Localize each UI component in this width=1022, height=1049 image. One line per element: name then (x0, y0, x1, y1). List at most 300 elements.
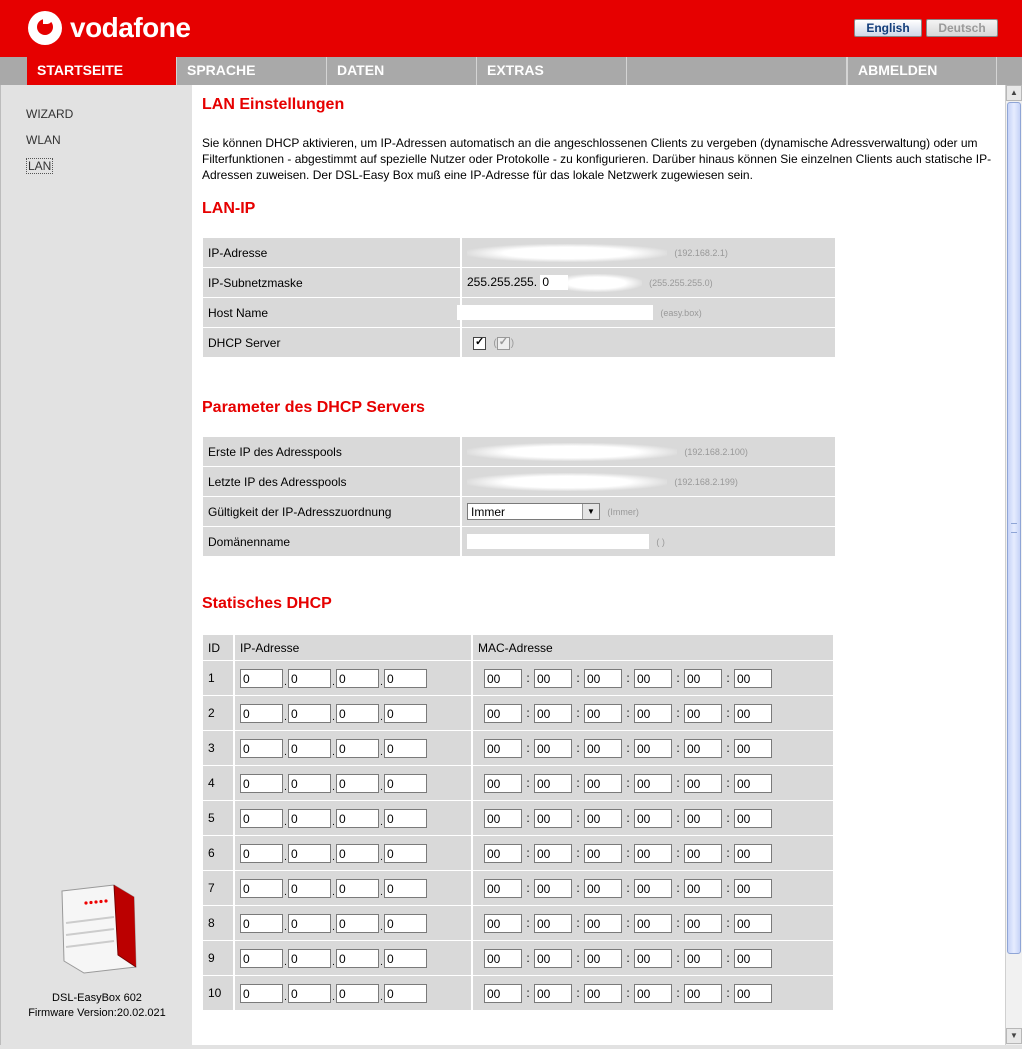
static-mac-byte-input[interactable]: 00 (484, 704, 522, 723)
static-ip-octet-input[interactable]: 0 (240, 774, 283, 793)
static-mac-byte-input[interactable]: 00 (684, 739, 722, 758)
ip-octet-separator: . (380, 676, 383, 688)
brand-name: vodafone (70, 12, 191, 43)
ip-address-input[interactable] (467, 244, 667, 262)
mac-separator: : (626, 776, 630, 790)
static-mac-byte-input[interactable]: 00 (584, 949, 622, 968)
nav-spacer (627, 57, 847, 85)
static-mac-byte-input[interactable]: 00 (634, 914, 672, 933)
ip-octet-separator: . (380, 746, 383, 758)
static-mac-byte-input[interactable]: 00 (484, 809, 522, 828)
static-ip-octet-input[interactable]: 0 (336, 844, 379, 863)
static-mac-byte-input[interactable]: 00 (684, 809, 722, 828)
static-mac-cell (472, 836, 834, 871)
mac-separator: : (726, 846, 730, 860)
static-ip-cell (234, 871, 472, 906)
nav-extras[interactable]: EXTRAS (477, 57, 627, 85)
static-mac-byte-input[interactable]: 00 (534, 809, 572, 828)
ip-octet-separator: . (380, 991, 383, 1003)
static-mac-cell (472, 661, 834, 696)
static-mac-byte-input[interactable]: 00 (534, 914, 572, 933)
mac-separator: : (726, 881, 730, 895)
lease-time-label: Gültigkeit der IP-Adresszuordnung (203, 497, 461, 527)
static-mac-byte-input[interactable]: 00 (584, 844, 622, 863)
mac-separator: : (526, 846, 530, 860)
mac-separator: : (576, 881, 580, 895)
static-mac-byte-input[interactable]: 00 (484, 669, 522, 688)
static-mac-byte-input[interactable]: 00 (734, 809, 772, 828)
main-nav (0, 57, 1022, 85)
static-ip-octet-input[interactable]: 0 (384, 844, 427, 863)
mac-separator: : (576, 776, 580, 790)
form-row (203, 437, 835, 467)
scroll-grip (1011, 523, 1017, 533)
mac-separator: : (676, 671, 680, 685)
static-mac-byte-input[interactable]: 00 (534, 774, 572, 793)
host-name-input[interactable] (457, 305, 653, 320)
static-mac-byte-input[interactable]: 00 (684, 949, 722, 968)
static-mac-byte-input[interactable]: 00 (584, 704, 622, 723)
static-mac-byte-input[interactable]: 00 (584, 809, 622, 828)
domain-name-label: Domänenname (203, 527, 461, 557)
static-mac-byte-input[interactable]: 00 (634, 879, 672, 898)
static-mac-byte-input[interactable]: 00 (634, 984, 672, 1003)
domain-name-hint: ( ) (656, 536, 665, 547)
static-ip-octet-input[interactable]: 0 (384, 739, 427, 758)
mac-separator: : (676, 881, 680, 895)
static-mac-cell (472, 801, 834, 836)
first-ip-cell (461, 437, 835, 467)
mac-separator: : (726, 671, 730, 685)
sidebar (0, 85, 192, 1045)
table-row (203, 941, 834, 976)
static-ip-octet-input[interactable]: 0 (336, 949, 379, 968)
static-mac-byte-input[interactable]: 00 (534, 844, 572, 863)
nav-startseite[interactable]: STARTSEITE (27, 57, 177, 85)
static-ip-octet-input[interactable]: 0 (240, 949, 283, 968)
static-ip-octet-input[interactable]: 0 (240, 879, 283, 898)
row-id: 8 (203, 906, 234, 941)
row-id: 7 (203, 871, 234, 906)
static-mac-byte-input[interactable]: 00 (584, 984, 622, 1003)
static-ip-octet-input[interactable]: 0 (384, 669, 427, 688)
mac-separator: : (576, 916, 580, 930)
arrow-up-icon[interactable]: ▲ (1006, 85, 1022, 101)
static-mac-byte-input[interactable]: 00 (734, 984, 772, 1003)
mac-separator: : (526, 916, 530, 930)
ip-octet-separator: . (332, 816, 335, 828)
ip-octet-separator: . (380, 921, 383, 933)
firmware-version: Firmware Version:20.02.021 (28, 1007, 166, 1019)
redaction-blur (552, 274, 642, 292)
table-header-row (203, 635, 834, 661)
static-ip-octet-input[interactable]: 0 (240, 984, 283, 1003)
ip-octet-separator: . (332, 711, 335, 723)
static-ip-octet-input[interactable]: 0 (240, 809, 283, 828)
static-mac-byte-input[interactable]: 00 (684, 914, 722, 933)
static-ip-octet-input[interactable]: 0 (240, 704, 283, 723)
static-mac-byte-input[interactable]: 00 (684, 844, 722, 863)
static-mac-byte-input[interactable]: 00 (634, 739, 672, 758)
subnet-mask-prefix: 255.255.255. (467, 274, 538, 289)
router-device-icon (56, 883, 140, 975)
col-id-header: ID (203, 635, 234, 661)
last-ip-label: Letzte IP des Adresspools (203, 467, 461, 497)
scrollbar-thumb[interactable] (1007, 102, 1021, 954)
subnet-mask-hint: (255.255.255.0) (649, 277, 713, 288)
intro-text: Sie können DHCP aktivieren, um IP-Adressen automatisch an die angeschlossenen Clients zu vergeben (dynamische Adressverwaltung) oder um Filterfunktionen - abgestimmt auf spezielle Nutzer oder Protokolle - zu konfigurieren. Darüber hinaus können Sie einzelnen Clients auch statische IP-Adressen zuweisen. Der DSL-Easy Box muß eine IP-Adresse für das lokale Netzwerk zugewiesen sein. (202, 136, 992, 182)
mac-separator: : (576, 951, 580, 965)
checkmark-icon: ✓ (475, 335, 485, 348)
dhcp-hint-open: ( (493, 338, 497, 350)
deutsch-button[interactable]: Deutsch (926, 19, 998, 37)
static-mac-cell (472, 871, 834, 906)
domain-name-input[interactable] (467, 534, 649, 549)
ip-octet-separator: . (332, 956, 335, 968)
ip-octet-separator: . (284, 921, 287, 933)
static-ip-cell (234, 941, 472, 976)
dhcp-server-cell (461, 328, 835, 358)
ip-octet-separator: . (284, 851, 287, 863)
mac-separator: : (576, 986, 580, 1000)
ip-octet-separator: . (380, 711, 383, 723)
static-mac-byte-input[interactable]: 00 (584, 669, 622, 688)
static-ip-octet-input[interactable]: 0 (336, 879, 379, 898)
ip-octet-separator: . (284, 991, 287, 1003)
mac-separator: : (726, 916, 730, 930)
mac-separator: : (576, 671, 580, 685)
ip-octet-separator: . (380, 781, 383, 793)
form-row (203, 467, 835, 497)
static-mac-byte-input[interactable]: 00 (684, 984, 722, 1003)
static-ip-octet-input[interactable]: 0 (384, 984, 427, 1003)
static-mac-byte-input[interactable]: 00 (734, 739, 772, 758)
mac-separator: : (626, 986, 630, 1000)
ip-address-label: IP-Adresse (203, 238, 461, 268)
lease-time-select[interactable] (467, 503, 600, 520)
ip-octet-separator: . (332, 851, 335, 863)
arrow-down-icon[interactable]: ▼ (1006, 1028, 1022, 1044)
last-ip-input[interactable] (467, 473, 667, 491)
mac-separator: : (726, 811, 730, 825)
static-mac-byte-input[interactable]: 00 (734, 844, 772, 863)
ip-octet-separator: . (332, 781, 335, 793)
ip-address-cell (461, 238, 835, 268)
static-mac-byte-input[interactable]: 00 (634, 669, 672, 688)
static-ip-octet-input[interactable]: 0 (336, 984, 379, 1003)
dhcp-server-checkbox[interactable] (473, 337, 486, 350)
static-ip-cell (234, 906, 472, 941)
static-mac-byte-input[interactable]: 00 (684, 669, 722, 688)
mac-separator: : (676, 846, 680, 860)
mac-separator: : (676, 776, 680, 790)
static-ip-octet-input[interactable]: 0 (288, 669, 331, 688)
sidebar-item-wizard[interactable]: WIZARD (26, 107, 74, 121)
device-name: DSL-EasyBox 602 (52, 992, 142, 1004)
ip-octet-separator: . (284, 886, 287, 898)
mac-separator: : (526, 741, 530, 755)
lan-ip-heading: LAN-IP (202, 200, 256, 217)
table-row (203, 696, 834, 731)
static-mac-byte-input[interactable]: 00 (634, 809, 672, 828)
ip-octet-separator: . (284, 676, 287, 688)
static-mac-cell (472, 906, 834, 941)
dhcp-hint-close: ) (510, 338, 515, 350)
static-ip-octet-input[interactable]: 0 (384, 809, 427, 828)
row-id: 10 (203, 976, 234, 1011)
static-ip-octet-input[interactable]: 0 (288, 739, 331, 758)
ip-octet-separator: . (284, 711, 287, 723)
dhcp-server-label: DHCP Server (203, 328, 461, 358)
mac-separator: : (676, 951, 680, 965)
mac-separator: : (726, 986, 730, 1000)
nav-daten[interactable]: DATEN (327, 57, 477, 85)
row-id: 9 (203, 941, 234, 976)
lease-time-hint: (Immer) (607, 506, 639, 517)
static-ip-octet-input[interactable]: 0 (336, 669, 379, 688)
static-ip-cell (234, 766, 472, 801)
table-row (203, 906, 834, 941)
ip-octet-separator: . (332, 921, 335, 933)
ip-octet-separator: . (380, 816, 383, 828)
row-id: 4 (203, 766, 234, 801)
static-mac-byte-input[interactable]: 00 (634, 774, 672, 793)
ip-octet-separator: . (332, 746, 335, 758)
nav-sprache[interactable]: SPRACHE (177, 57, 327, 85)
static-mac-byte-input[interactable]: 00 (534, 704, 572, 723)
static-ip-octet-input[interactable]: 0 (240, 739, 283, 758)
mac-separator: : (626, 741, 630, 755)
static-ip-cell (234, 801, 472, 836)
static-ip-octet-input[interactable]: 0 (288, 774, 331, 793)
static-ip-octet-input[interactable]: 0 (288, 844, 331, 863)
ip-octet-separator: . (332, 991, 335, 1003)
mac-separator: : (676, 916, 680, 930)
static-ip-octet-input[interactable]: 0 (336, 809, 379, 828)
col-mac-header: MAC-Adresse (472, 635, 834, 661)
table-row (203, 766, 834, 801)
form-row (203, 268, 835, 298)
ip-octet-separator: . (380, 886, 383, 898)
mac-separator: : (576, 741, 580, 755)
static-mac-cell (472, 696, 834, 731)
table-row (203, 801, 834, 836)
english-button[interactable]: English (854, 19, 922, 37)
static-ip-octet-input[interactable]: 0 (240, 669, 283, 688)
form-row (203, 328, 835, 358)
static-mac-byte-input[interactable]: 00 (484, 984, 522, 1003)
nav-abmelden[interactable]: ABMELDEN (847, 57, 997, 85)
mac-separator: : (526, 951, 530, 965)
static-mac-byte-input[interactable]: 00 (634, 704, 672, 723)
window-bottom-edge (0, 1045, 1022, 1049)
static-ip-octet-input[interactable]: 0 (336, 774, 379, 793)
table-row (203, 661, 834, 696)
vodafone-logo[interactable] (28, 10, 190, 46)
static-mac-byte-input[interactable]: 00 (584, 739, 622, 758)
mac-separator: : (726, 706, 730, 720)
static-ip-octet-input[interactable]: 0 (288, 879, 331, 898)
dhcp-default-checkbox (497, 337, 510, 350)
host-name-cell (461, 298, 835, 328)
static-ip-octet-input[interactable]: 0 (288, 914, 331, 933)
static-ip-octet-input[interactable]: 0 (336, 704, 379, 723)
static-ip-octet-input[interactable]: 0 (240, 914, 283, 933)
ip-octet-separator: . (332, 676, 335, 688)
host-name-label: Host Name (203, 298, 461, 328)
table-row (203, 836, 834, 871)
static-ip-octet-input[interactable]: 0 (384, 774, 427, 793)
lease-time-cell (461, 497, 835, 527)
mac-separator: : (576, 811, 580, 825)
static-dhcp-table (203, 635, 835, 1010)
host-name-hint: (easy.box) (660, 307, 702, 318)
static-mac-byte-input[interactable]: 00 (734, 704, 772, 723)
static-ip-octet-input[interactable]: 0 (384, 949, 427, 968)
form-row (203, 497, 835, 527)
lan-ip-table (203, 238, 835, 358)
static-mac-byte-input[interactable]: 00 (534, 669, 572, 688)
content-area (192, 85, 1005, 1045)
static-mac-byte-input[interactable]: 00 (684, 704, 722, 723)
table-row (203, 731, 834, 766)
domain-name-cell (461, 527, 835, 557)
table-row (203, 976, 834, 1011)
mac-separator: : (526, 811, 530, 825)
mac-separator: : (626, 671, 630, 685)
static-mac-cell (472, 941, 834, 976)
static-mac-byte-input[interactable]: 00 (734, 669, 772, 688)
static-mac-byte-input[interactable]: 00 (684, 774, 722, 793)
chevron-down-icon[interactable]: ▼ (582, 504, 599, 519)
static-dhcp-rows (203, 661, 834, 1011)
static-ip-cell (234, 696, 472, 731)
subnet-mask-input[interactable]: 0 (540, 275, 568, 290)
static-ip-cell (234, 661, 472, 696)
mac-separator: : (526, 671, 530, 685)
static-mac-byte-input[interactable]: 00 (484, 844, 522, 863)
ip-octet-separator: . (284, 956, 287, 968)
form-row (203, 527, 835, 557)
header (0, 0, 1022, 57)
subnet-mask-label: IP-Subnetzmaske (203, 268, 461, 298)
static-ip-cell (234, 836, 472, 871)
static-mac-byte-input[interactable]: 00 (734, 774, 772, 793)
mac-separator: : (676, 811, 680, 825)
static-mac-byte-input[interactable]: 00 (484, 774, 522, 793)
static-mac-cell (472, 766, 834, 801)
row-id: 1 (203, 661, 234, 696)
mac-separator: : (526, 776, 530, 790)
static-mac-cell (472, 976, 834, 1011)
mac-separator: : (726, 776, 730, 790)
row-id: 2 (203, 696, 234, 731)
static-ip-octet-input[interactable]: 0 (288, 704, 331, 723)
static-mac-byte-input[interactable]: 00 (634, 844, 672, 863)
static-mac-byte-input[interactable]: 00 (484, 879, 522, 898)
static-mac-byte-input[interactable]: 00 (734, 879, 772, 898)
static-mac-byte-input[interactable]: 00 (534, 984, 572, 1003)
static-ip-octet-input[interactable]: 0 (336, 914, 379, 933)
static-mac-byte-input[interactable]: 00 (584, 879, 622, 898)
ip-octet-separator: . (332, 886, 335, 898)
static-mac-byte-input[interactable]: 00 (584, 914, 622, 933)
mac-separator: : (676, 706, 680, 720)
mac-separator: : (726, 741, 730, 755)
sidebar-item-wlan[interactable]: WLAN (26, 133, 61, 147)
static-mac-byte-input[interactable]: 00 (484, 949, 522, 968)
static-ip-octet-input[interactable]: 0 (288, 949, 331, 968)
last-ip-cell (461, 467, 835, 497)
static-mac-byte-input[interactable]: 00 (484, 914, 522, 933)
row-id: 6 (203, 836, 234, 871)
static-mac-byte-input[interactable]: 00 (534, 739, 572, 758)
subnet-mask-cell (461, 268, 835, 298)
static-ip-cell (234, 731, 472, 766)
static-ip-octet-input[interactable]: 0 (384, 914, 427, 933)
ip-octet-separator: . (380, 851, 383, 863)
vodafone-speechmark-icon (28, 11, 62, 45)
sidebar-item-lan[interactable]: LAN (28, 159, 52, 173)
static-ip-cell (234, 976, 472, 1011)
ip-octet-separator: . (284, 781, 287, 793)
mac-separator: : (626, 916, 630, 930)
static-ip-octet-input[interactable]: 0 (384, 704, 427, 723)
static-mac-byte-input[interactable]: 00 (534, 949, 572, 968)
ip-octet-separator: . (284, 816, 287, 828)
page-title: LAN Einstellungen (202, 96, 345, 113)
vertical-scrollbar[interactable] (1005, 85, 1022, 1045)
static-ip-octet-input[interactable]: 0 (288, 809, 331, 828)
last-ip-hint: (192.168.2.199) (674, 476, 738, 487)
mac-separator: : (626, 811, 630, 825)
static-ip-octet-input[interactable]: 0 (384, 879, 427, 898)
lease-time-value: Immer (471, 505, 505, 519)
ip-octet-separator: . (380, 956, 383, 968)
static-mac-byte-input[interactable]: 00 (634, 949, 672, 968)
mac-separator: : (626, 951, 630, 965)
static-ip-octet-input[interactable]: 0 (336, 739, 379, 758)
ip-address-hint: (192.168.2.1) (674, 247, 728, 258)
static-mac-byte-input[interactable]: 00 (734, 914, 772, 933)
mac-separator: : (626, 846, 630, 860)
static-mac-byte-input[interactable]: 00 (584, 774, 622, 793)
ip-octet-separator: . (284, 746, 287, 758)
form-row (203, 238, 835, 268)
mac-separator: : (626, 881, 630, 895)
mac-separator: : (626, 706, 630, 720)
mac-separator: : (526, 986, 530, 1000)
static-mac-byte-input[interactable]: 00 (484, 739, 522, 758)
static-mac-byte-input[interactable]: 00 (734, 949, 772, 968)
static-ip-octet-input[interactable]: 0 (288, 984, 331, 1003)
col-ip-header: IP-Adresse (234, 635, 472, 661)
form-row (203, 298, 835, 328)
static-mac-byte-input[interactable]: 00 (684, 879, 722, 898)
first-ip-hint: (192.168.2.100) (684, 446, 748, 457)
static-mac-byte-input[interactable]: 00 (534, 879, 572, 898)
dhcp-params-heading: Parameter des DHCP Servers (202, 399, 425, 416)
static-mac-cell (472, 731, 834, 766)
mac-separator: : (676, 986, 680, 1000)
table-row (203, 871, 834, 906)
mac-separator: : (526, 706, 530, 720)
mac-separator: : (576, 706, 580, 720)
mac-separator: : (676, 741, 680, 755)
row-id: 3 (203, 731, 234, 766)
first-ip-input[interactable] (467, 443, 677, 461)
static-ip-octet-input[interactable]: 0 (240, 844, 283, 863)
